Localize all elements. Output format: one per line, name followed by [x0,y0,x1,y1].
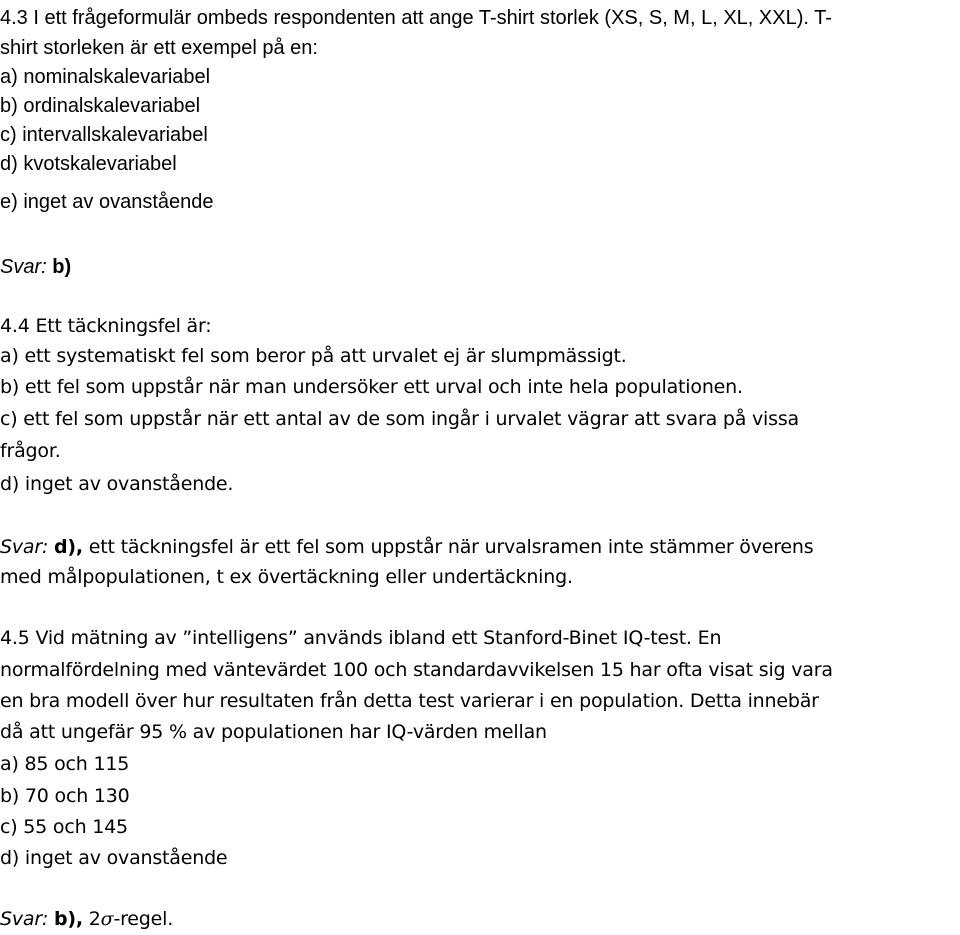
q45-answer [0,905,173,933]
q45-option-b: b) 70 och 130 [0,785,130,807]
q45-question-line-4: då att ungefär 95 % av populationen har IQ-värden mellan [0,721,547,743]
q44-option-b: b) ett fel som uppstår när man undersöker ett urval och inte hela populationen. [0,376,743,398]
q43-answer [0,253,71,281]
q45-question-line-3: en bra modell över hur resultaten från detta test varierar i en population. Detta innebär [0,690,819,712]
q43-question-line-2: shirt storleken är ett exempel på en: [0,37,318,59]
q43-question-line-1: 4.3 I ett frågeformulär ombeds respondenten att ange T-shirt storlek (XS, S, M, L, XL, XXL). T- [0,7,832,29]
q43-answer-label: Svar: [0,256,47,278]
q45-question-line-2: normalfördelning med väntevärdet 100 och standardavvikelsen 15 har ofta visat sig vara [0,659,833,681]
q45-question-line-1: 4.5 Vid mätning av ”intelligens” används ibland ett Stanford-Binet IQ-test. En [0,627,722,649]
q45-option-c: c) 55 och 145 [0,816,128,838]
q44-option-a: a) ett systematiskt fel som beror på att urvalet ej är slumpmässigt. [0,345,627,367]
q44-question: 4.4 Ett täckningsfel är: [0,315,212,337]
q45-answer-rule: -regel. [113,908,174,930]
q43-option-d: d) kvotskalevariabel [0,153,177,175]
sigma-symbol: σ [100,908,114,930]
q44-option-c: c) ett fel som uppstår när ett antal av de som ingår i urvalet vägrar att svara på vissa [0,408,799,430]
q45-answer-two: 2 [82,908,101,930]
q44-answer-line-2: med målpopulationen, t ex övertäckning eller undertäckning. [0,566,573,588]
q44-answer-label: Svar: [0,536,49,558]
q44-option-c-cont: frågor. [0,440,61,462]
q44-answer-text: ett täckningsfel är ett fel som uppstår när urvalsramen inte stämmer överens [82,536,814,558]
q44-answer-line-1 [0,533,813,561]
q44-answer-value: d), [54,536,83,558]
q43-option-e: e) inget av ovanstående [0,191,214,213]
q45-option-a: a) 85 och 115 [0,753,130,775]
q43-answer-value: b) [52,256,72,278]
q45-answer-label: Svar: [0,908,49,930]
q45-answer-value: b), [54,908,83,930]
q43-option-a: a) nominalskalevariabel [0,66,211,88]
q43-option-b: b) ordinalskalevariabel [0,95,201,117]
q44-option-d: d) inget av ovanstående. [0,473,234,495]
q43-option-c: c) intervallskalevariabel [0,124,208,146]
q45-option-d: d) inget av ovanstående [0,847,228,869]
